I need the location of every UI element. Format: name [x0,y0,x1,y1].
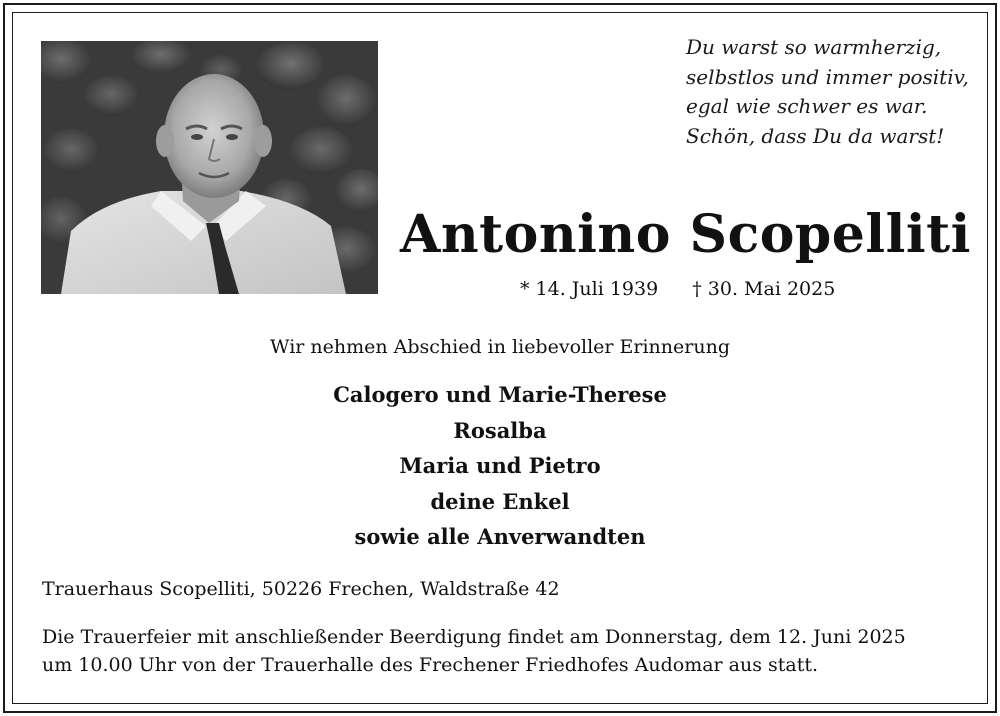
mourner-line: Rosalba [453,417,547,443]
memorial-quote [686,33,986,151]
life-dates [520,275,835,303]
quote-line: selbstlos und immer positiv, [686,64,969,89]
death-date: † 30. Mai 2025 [692,278,836,300]
mourning-house-address: Trauerhaus Scopelliti, 50226 Frechen, Waldstraße 42 [42,578,560,600]
mourner-line: Maria und Pietro [399,453,601,478]
portrait-photo [41,41,378,294]
funeral-line: Die Trauerfeier mit anschließender Beerdigung findet am Donnerstag, dem 12. Juni 2025 [42,626,906,648]
quote-line: egal wie schwer es war. [686,94,928,118]
quote-line: Du warst so warmherzig, [686,35,942,59]
deceased-name: Antonino Scopelliti [400,204,971,265]
birth-date: * 14. Juli 1939 [520,278,659,300]
quote-line: Schön, dass Du da warst! [686,123,945,148]
funeral-notice [42,623,962,679]
mourner-line: sowie alle Anverwandten [354,524,646,549]
mourner-line: deine Enkel [430,488,570,514]
mourners-list [0,377,1000,555]
mourner-line: Calogero und Marie-Therese [333,382,667,407]
funeral-line: um 10.00 Uhr von der Trauerhalle des Frechener Friedhofes Audomar aus statt. [42,654,819,676]
farewell-text: Wir nehmen Abschied in liebevoller Erinnerung [270,336,730,358]
